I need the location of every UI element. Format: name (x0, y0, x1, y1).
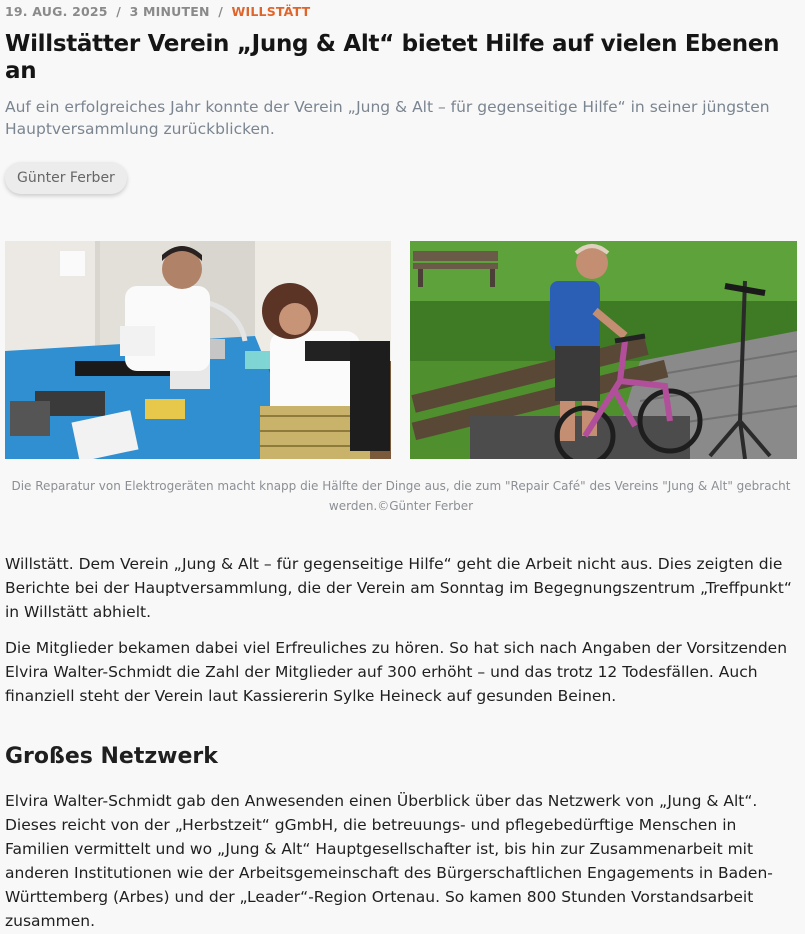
section-heading: Großes Netzwerk (5, 744, 218, 769)
meta-separator: / (218, 4, 223, 19)
article-date: 19. AUG. 2025 (5, 4, 108, 19)
meta-separator: / (116, 4, 122, 19)
author-button[interactable]: Günter Ferber (5, 162, 127, 194)
article-title: Willstätter Verein „Jung & Alt“ bietet Hilfe auf vielen Ebenen an (5, 31, 780, 84)
article-photo-bike[interactable] (410, 241, 797, 459)
paragraph-3: Elvira Walter-Schmidt gab den Anwesenden einen Überblick über das Netzwerk von „Jung & Alt“. Dieses reicht von der „Herbstzeit“ gGmbH, die betreuungs- und pflegebedürftige Menschen in Familien vermittelt und wo „Jung & Alt“ Hauptgesellschafter ist, bis hin zur Zusammenarbeit mit anderen Institutionen wie der Arbeitsgemeinschaft des Bürgerschaftlichen Engagements in Baden-Württemberg (Arbes) und der „Leader“-Region Ortenau. So kamen 800 Stunden Vorstandsarbeit zusammen. (5, 792, 773, 930)
article-photo-repair[interactable] (5, 241, 391, 459)
paragraph-1: Willstätt. Dem Verein „Jung & Alt – für gegenseitige Hilfe“ geht die Arbeit nicht aus. Dies zeigten die Berichte bei der Hauptversammlung, die der Verein am Sonntag im Begegnungszentrum „Treffpunkt“ in Willstätt abhielt. (5, 555, 792, 621)
article-meta (5, 4, 310, 19)
location-link[interactable]: WILLSTÄTT (231, 4, 311, 19)
photo-repair-illustration (5, 241, 391, 459)
paragraph-2: Die Mitglieder bekamen dabei viel Erfreuliches zu hören. So hat sich nach Angaben der Vorsitzenden Elvira Walter-Schmidt die Zahl der Mitglieder auf 300 erhöht – und das trotz 12 Todesfällen. Auch finanziell steht der Verein laut Kassiererin Sylke Heineck auf gesunden Beinen. (5, 639, 788, 705)
read-time: 3 MINUTEN (129, 4, 210, 19)
article-lead: Auf ein erfolgreiches Jahr konnte der Verein „Jung & Alt – für gegenseitige Hilfe“ in seiner jüngsten Hauptversammlung zurückblicken. (5, 98, 770, 138)
photo-caption: Die Reparatur von Elektrogeräten macht knapp die Hälfte der Dinge aus, die zum "Repair Café" des Vereins "Jung & Alt" gebracht werden.©Günter Ferber (11, 479, 791, 513)
photo-bike-illustration (410, 241, 797, 459)
